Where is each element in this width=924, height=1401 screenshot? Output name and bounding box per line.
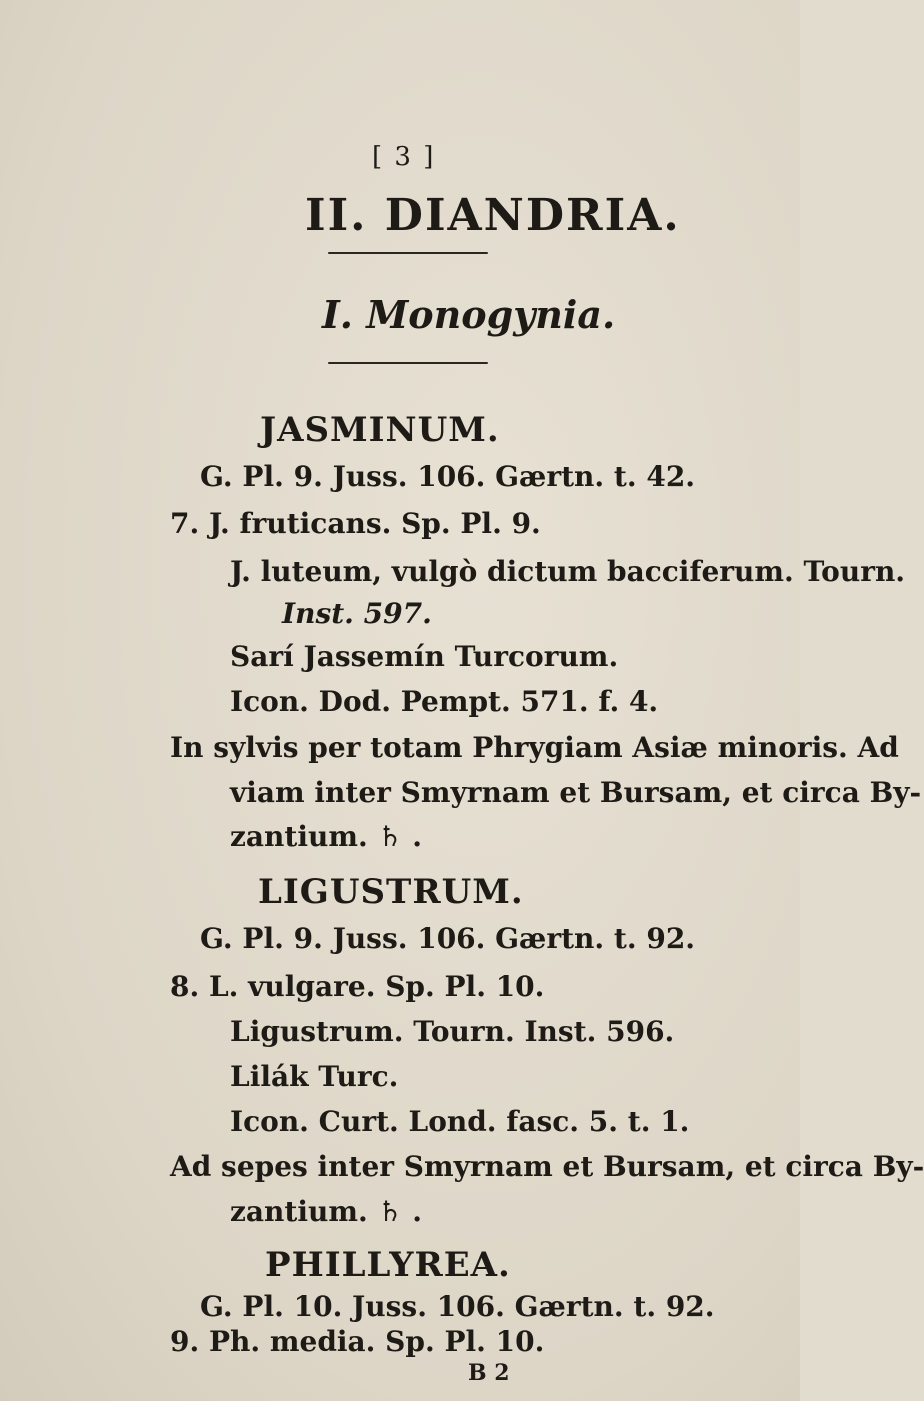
genus-heading: JASMINUM. [260,410,500,450]
genus-heading: LIGUSTRUM. [258,872,524,912]
species-entry: 7. J. fruticans. Sp. Pl. 9. [170,507,541,540]
icon-reference: Icon. Curt. Lond. fasc. 5. t. 1. [230,1105,690,1138]
vernacular-name: Sarí Jassemín Turcorum. [230,640,619,673]
page-number: [ 3 ] [372,142,436,172]
vernacular-name: Lilák Turc. [230,1060,399,1093]
habitat-text: Ad sepes inter Smyrnam et Bursam, et circa By- [170,1150,924,1183]
genus-references: G. Pl. 9. Juss. 106. Gærtn. t. 42. [200,460,696,493]
divider-rule [328,362,488,364]
order-heading: I. Monogynia. [322,292,616,337]
species-entry: 9. Ph. media. Sp. Pl. 10. [170,1325,545,1358]
habitat-text: zantium. ♄ . [230,820,423,853]
signature-mark: B 2 [468,1360,510,1386]
divider-rule [328,252,488,254]
habitat-text: viam inter Smyrnam et Bursam, et circa By- [230,776,922,809]
icon-reference: Icon. Dod. Pempt. 571. f. 4. [230,685,659,718]
synonym-line: Ligustrum. Tourn. Inst. 596. [230,1015,675,1048]
class-heading: II. DIANDRIA. [305,190,681,241]
habitat-text: In sylvis per totam Phrygiam Asiæ minoris. Ad [170,731,899,764]
species-entry: 8. L. vulgare. Sp. Pl. 10. [170,970,545,1003]
synonym-line: Inst. 597. [282,597,432,630]
synonym-line: J. luteum, vulgò dictum bacciferum. Tourn. [230,555,906,588]
genus-heading: PHILLYREA. [265,1245,511,1285]
habitat-text: zantium. ♄ . [230,1195,423,1228]
genus-references: G. Pl. 10. Juss. 106. Gærtn. t. 92. [200,1290,715,1323]
genus-references: G. Pl. 9. Juss. 106. Gærtn. t. 92. [200,922,696,955]
